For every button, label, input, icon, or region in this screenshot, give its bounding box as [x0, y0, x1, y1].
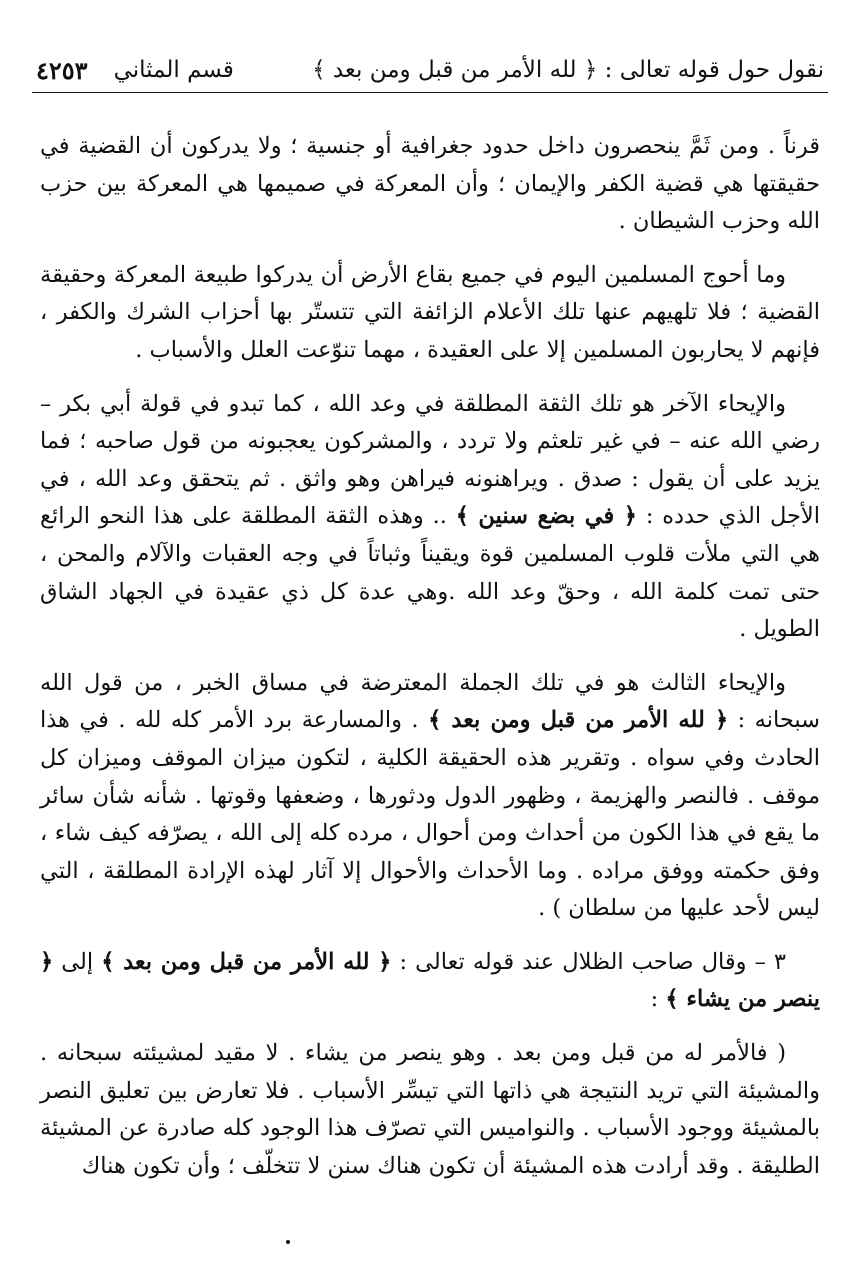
- paragraph-text: :: [650, 986, 666, 1013]
- paragraph-text: ٣ – وقال صاحب الظلال عند قوله تعالى :: [391, 948, 787, 975]
- paragraph: [40, 1035, 820, 1185]
- paragraph: [40, 665, 820, 928]
- paragraph-text: قرناً . ومن ثَمَّ ينحصرون داخل حدود جغرافية أو جنسية ؛ ولا يدركون أن القضية في حقيقتها هي قضية الكفر والإيمان ؛ وأن المعركة في صميمها هي المعركة بين حزب الله وحزب الشيطان .: [40, 133, 820, 235]
- stray-dot: [286, 1240, 290, 1244]
- paragraph-text: إلى: [53, 948, 102, 975]
- paragraph: [40, 128, 820, 241]
- paragraph: [40, 386, 820, 649]
- header-rule: [32, 92, 828, 93]
- page-number: ٤٢٥٣: [36, 55, 88, 85]
- header-section-name: قسم المثاني: [113, 57, 234, 83]
- header-left-group: [36, 56, 234, 85]
- paragraph-text: ( فالأمر له من قبل ومن بعد . وهو ينصر من يشاء . لا مقيد لمشيئته سبحانه . والمشيئة التي تريد النتيجة هي ذاتها التي تيسِّر الأسباب . فلا تعارض بين تعليق النصر بالمشيئة ووجود الأسباب . والنواميس التي تصرّف هذا الوجود كله صادرة عن المشيئة الطليقة . وقد أرادت هذه المشيئة أن تكون هناك سنن لا تتخلّف ؛ وأن تكون هناك: [40, 1040, 820, 1179]
- paragraph-text: .. وهذه الثقة المطلقة على هذا النحو الرائع هي التي ملأت قلوب المسلمين قوة ويقيناً وثباتاً في وجه العقبات والآلام والمحن ، حتى تمت كلمة الله ، وحقّ وعد الله .وهي عدة كل ذي عقيدة في الجهاد الشاق الطويل .: [40, 503, 820, 643]
- quran-quote: ﴿ ينصر من يشاء ﴾: [40, 948, 820, 1013]
- paragraph-text: وما أحوج المسلمين اليوم في جميع بقاع الأرض أن يدركوا طبيعة المعركة وحقيقة القضية ؛ فلا تلهيهم عنها تلك الأعلام الزائفة التي تتستّر بها أحزاب الشرك والكفر ، فإنهم لا يحاربون المسلمين إلا على العقيدة ، مهما تنوّعت العلل والأسباب .: [40, 261, 820, 363]
- header-title: نقول حول قوله تعالى : ﴿ لله الأمر من قبل ومن بعد ﴾: [312, 57, 824, 83]
- quran-quote: ﴿ لله الأمر من قبل ومن بعد ﴾: [101, 948, 392, 975]
- body-text: [40, 128, 820, 1185]
- paragraph-text: . والمسارعة برد الأمر كله لله . في هذا الحادث وفي سواه . وتقرير هذه الحقيقة الكلية ، لتكون ميزان الموقف وميزان كل موقف . فالنصر والهزيمة ، وظهور الدول ودثورها ، وضعفها وقوتها . شأنه شأن سائر ما يقع في هذا الكون من أحداث ومن أحوال ، مرده كله إلى الله ، يصرّفه كيف شاء ، وفق حكمته ووفق مراده . وما الأحداث والأحوال إلا آثار لهذه الإرادة المطلقة ، التي ليس لأحد عليها من سلطان ) .: [40, 707, 820, 922]
- paragraph: [40, 257, 820, 370]
- quran-quote: ﴿ في بضع سنين ﴾: [455, 503, 637, 530]
- paragraph-text: والإيحاء الثالث هو في تلك الجملة المعترضة في مساق الخبر ، من قول الله سبحانه :: [40, 669, 821, 734]
- paragraph: [40, 944, 820, 1019]
- quran-quote: ﴿ لله الأمر من قبل ومن بعد ﴾: [428, 707, 729, 734]
- running-header: [36, 50, 824, 90]
- paragraph-text: والإيحاء الآخر هو تلك الثقة المطلقة في وعد الله ، كما تبدو في قولة أبي بكر – رضي الله عنه – في غير تلعثم ولا تردد ، والمشركون يعجبونه من قول صاحبه ؛ فما يزيد على أن يقول : صدق . ويراهنونه فيراهن وهو واثق . ثم يتحقق وعد الله ، في الأجل الذي حدده :: [40, 390, 820, 530]
